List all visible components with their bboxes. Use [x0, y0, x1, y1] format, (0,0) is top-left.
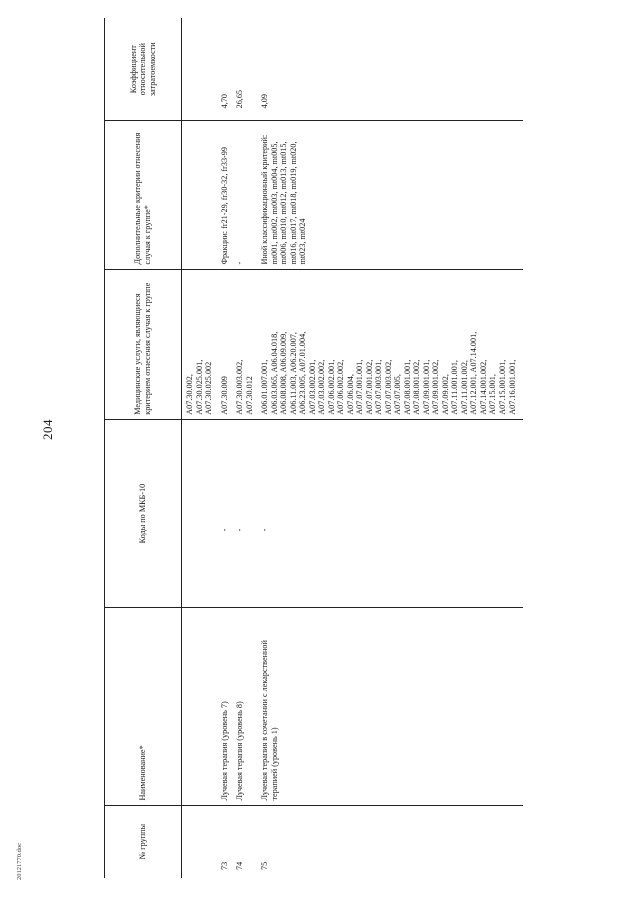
service-code: A07.30.002,: [185, 374, 194, 415]
service-code: A07.06.002.001,: [326, 359, 336, 415]
service-code: A07.11.001.002,: [459, 360, 469, 415]
groups-table: [104, 18, 523, 878]
service-code: A07.14.001.002,: [478, 359, 488, 415]
cell-additional-criteria: -: [232, 121, 257, 269]
service-code: A07.08.001.001,: [402, 359, 412, 415]
service-code: A07.30.003.002,: [235, 359, 245, 415]
cell-name: Лучевая терапия (уровень 8): [232, 608, 257, 805]
service-code: A07.07.005,: [393, 374, 403, 415]
header-additional-criteria: Дополнительные критерии отнесения случая к группе*: [105, 121, 182, 269]
service-code: A07.12.001, A07.14.001,: [469, 331, 479, 415]
service-code: A07.03.002.002,: [317, 359, 327, 415]
document-id: 20121770.doc: [16, 842, 23, 880]
service-code: A07.30.025.001,: [194, 359, 204, 415]
service-code: A07.08.001.002,: [412, 359, 422, 415]
cell-name: Лучевая терапия (уровень 7): [217, 608, 233, 805]
service-code: A07.06.004,: [345, 374, 355, 415]
cell-additional-criteria: Фракции: fr21-29, fr30-32, fr33-99: [217, 121, 233, 269]
cell-group-number: 73: [219, 861, 229, 870]
cell-medical-services: [232, 269, 257, 419]
cell-mkb-codes: [182, 419, 217, 608]
cell-mkb-codes: -: [232, 419, 257, 608]
header-cost-coefficient: Коэффициент относительной затратоемкости: [105, 18, 182, 121]
cell-group-number: 75: [260, 861, 270, 870]
cell-cost-coefficient: 26,65: [232, 18, 257, 121]
cell-cost-coefficient: 4,70: [217, 18, 233, 121]
service-code: A07.09.001.001,: [421, 359, 431, 415]
service-code: A07.07.003.002,: [383, 359, 393, 415]
cell-medical-services: [257, 269, 523, 419]
service-code: A07.30.025.002: [204, 361, 214, 415]
page-number: 204: [40, 419, 55, 440]
table-row: [232, 18, 257, 878]
cell-group-number: 74: [235, 861, 245, 870]
service-code: A07.09.001.002,: [431, 359, 441, 415]
cell-additional-criteria: [182, 121, 217, 269]
cell-cost-coefficient: [182, 18, 217, 121]
header-mkb-codes: Коды по МКБ-10: [105, 419, 182, 608]
table-row: [217, 18, 233, 878]
cell-group-number: [182, 805, 217, 878]
table-header-row: [105, 18, 182, 878]
header-medical-services: Медицинские услуги, являющиеся критерием отнесения случая к группе: [105, 269, 182, 419]
service-code: A06.01.007.001,: [260, 359, 270, 415]
service-code: A06.03.065, A06.04.018,: [269, 331, 279, 415]
service-code: A07.07.001.001,: [355, 359, 365, 415]
service-code: A06.23.005, A07.01.004,: [298, 331, 308, 415]
cell-medical-services: [217, 269, 233, 419]
service-code: A06.08.008, A06.09.009,: [279, 331, 289, 415]
service-code: A07.15.001.001,: [497, 359, 507, 415]
cell-additional-criteria: Иной классификационный критерий: mt001, mt002, mt003, mt004, mt005, mt006, mt010, mt012, mt013, mt015, mt016, mt017, mt018, mt019, mt020, mt023, mt024: [257, 121, 523, 269]
service-code: A06.11.003, A06.20.007,: [288, 332, 298, 415]
table-row: [257, 18, 523, 878]
cell-mkb-codes: -: [257, 419, 523, 608]
service-code: A07.30.009: [219, 376, 229, 415]
cell-mkb-codes: -: [217, 419, 233, 608]
header-name: Наименование*: [105, 608, 182, 805]
cell-name: Лучевая терапия в сочетании с лекарственной терапией (уровень 1): [257, 608, 523, 805]
cell-cost-coefficient: 4,09: [257, 18, 523, 121]
service-code: A07.06.002.002,: [336, 359, 346, 415]
cell-name: [182, 608, 217, 805]
header-group-number: № группы: [105, 805, 182, 878]
cell-medical-services: [182, 269, 217, 419]
service-code: A07.16.001.001,: [507, 359, 517, 415]
service-code: A07.09.002,: [440, 374, 450, 415]
service-code: A07.07.001.002,: [364, 359, 374, 415]
service-code: A07.03.002.001,: [307, 359, 317, 415]
service-code: A07.15.001,: [488, 374, 498, 415]
service-code: A07.30.012: [244, 376, 254, 415]
service-code: A07.07.003.001,: [374, 359, 384, 415]
rotated-table-sheet: [104, 18, 524, 878]
service-code: A07.11.001.001,: [450, 360, 460, 415]
table-row: [182, 18, 217, 878]
